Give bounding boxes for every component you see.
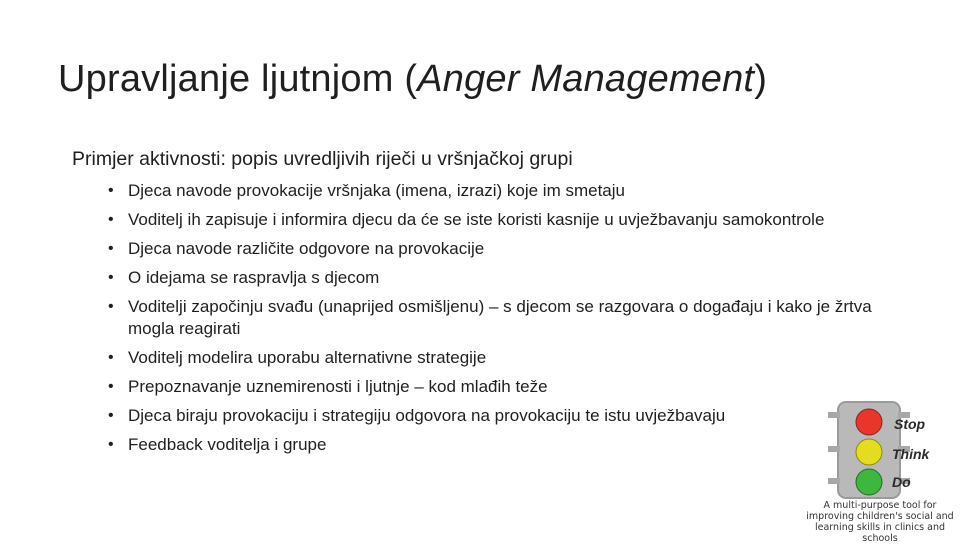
do-label: Do bbox=[892, 474, 911, 490]
title-main: Upravljanje ljutnjom bbox=[58, 58, 405, 100]
bullet-list bbox=[108, 180, 898, 463]
title-close-paren: ) bbox=[754, 58, 768, 100]
green-lamp bbox=[856, 469, 882, 495]
yellow-lamp bbox=[856, 439, 882, 465]
slide-title bbox=[58, 58, 767, 101]
bullet-item: • Djeca navode različite odgovore na provokacije bbox=[108, 238, 898, 260]
think-label: Think bbox=[892, 446, 930, 462]
bullet-item: • Voditelji započinju svađu (unaprijed osmišljenu) – s djecom se razgovara o događaju i kako je žrtva mogla reagirati bbox=[108, 296, 898, 340]
stop-label: Stop bbox=[894, 416, 926, 432]
bullet-item: • Voditelj ih zapisuje i informira djecu da će se iste koristi kasnije u uvježbavanju samokontrole bbox=[108, 209, 898, 231]
bullet-item: • Feedback voditelja i grupe bbox=[108, 434, 898, 456]
bullet-item: • Prepoznavanje uznemirenosti i ljutnje – kod mlađih teže bbox=[108, 376, 898, 398]
bullet-item: • O idejama se raspravlja s djecom bbox=[108, 267, 898, 289]
slide-subtitle: Primjer aktivnosti: popis uvredljivih riječi u vršnjačkoj grupi bbox=[72, 148, 573, 170]
bullet-item: • Voditelj modelira uporabu alternativne strategije bbox=[108, 347, 898, 369]
bullet-item: • Djeca navode provokacije vršnjaka (imena, izrazi) koje im smetaju bbox=[108, 180, 898, 202]
title-italic: Anger Management bbox=[417, 58, 755, 100]
bullet-item: • Djeca biraju provokaciju i strategiju odgovora na provokaciju te istu uvježbavaju bbox=[108, 405, 898, 427]
red-lamp bbox=[856, 409, 882, 435]
traffic-light-caption: A multi-purpose tool for improving children's social and learning skills in clinics and schools bbox=[806, 500, 954, 544]
title-open-paren: ( bbox=[404, 58, 418, 100]
